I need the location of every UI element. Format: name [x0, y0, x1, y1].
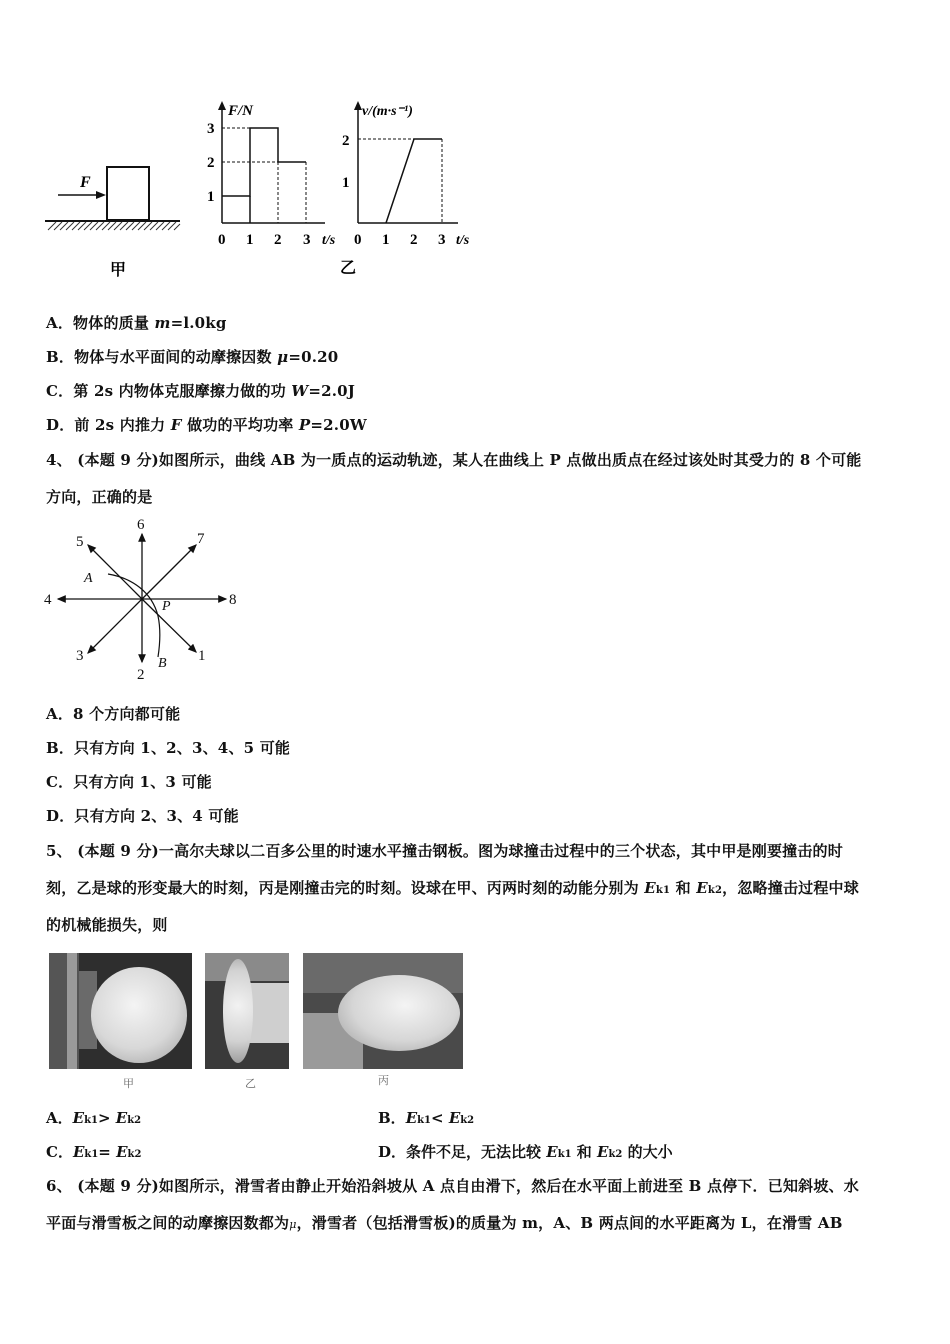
golf-photo-yi: [205, 953, 289, 1069]
q4-option-d: D．只有方向 2、3、4 可能: [46, 807, 239, 825]
f-tick-2: 2: [207, 155, 215, 171]
direction-label-1: 1: [198, 648, 206, 664]
v-xtick-0: 0: [354, 232, 362, 248]
v-tick-1: 1: [342, 175, 350, 191]
figure-force-block-graphs: [40, 95, 500, 285]
direction-label-6: 6: [137, 517, 145, 533]
v-xtick-1: 1: [382, 232, 390, 248]
q5-stem-line3: 的机械能损失，则: [46, 916, 168, 934]
trajectory-curve: [108, 574, 160, 657]
v-xtick-2: 2: [410, 232, 418, 248]
block-diagram: [45, 167, 180, 279]
q5-stem-line1: 5、 (本题 9 分)一高尔夫球以二百多公里的时速水平撞击钢板。图为球撞击过程中的三个状态，其中甲是刚要撞击的时: [46, 842, 843, 860]
direction-label-7: 7: [197, 531, 205, 547]
q4-stem-line2: 方向，正确的是: [46, 488, 153, 506]
q6-stem-line2: 平面与滑雪板之间的动摩擦因数都为μ，滑雪者（包括滑雪板)的质量为 m，A、B 两点间的水平距离为 L，在滑雪 AB: [46, 1214, 843, 1232]
caption-jia: 甲: [110, 262, 127, 279]
caption-yi: 乙: [340, 260, 357, 277]
q3-option-c: C．第 2s 内物体克服摩擦力做的功 W=2.0J: [46, 382, 356, 400]
q6-stem-line1: 6、 (本题 9 分)如图所示，滑雪者由静止开始沿斜坡从 A 点自由滑下，然后在水平面上前进至 B 点停下．已知斜坡、水: [46, 1177, 859, 1195]
f-xtick-3: 3: [303, 232, 311, 248]
direction-label-2: 2: [137, 667, 145, 683]
f-xtick-1: 1: [246, 232, 254, 248]
photo-caption-yi: 乙: [245, 1077, 256, 1090]
direction-arrow-5: [88, 545, 142, 599]
photo-caption-jia: 甲: [123, 1077, 134, 1090]
direction-label-8: 8: [229, 592, 237, 608]
f-axis-label: F/N: [228, 103, 254, 119]
point-label-a: A: [84, 571, 93, 586]
force-time-graph: [207, 101, 336, 248]
v-tick-2: 2: [342, 133, 350, 149]
q4-option-c: C．只有方向 1、3 可能: [46, 773, 212, 791]
velocity-time-graph: [340, 101, 470, 277]
f-xtick-2: 2: [274, 232, 282, 248]
q5-option-b: B．Ek1< Ek2: [378, 1109, 475, 1127]
direction-label-4: 4: [44, 592, 52, 608]
q4-option-b: B．只有方向 1、2、3、4、5 可能: [46, 739, 291, 757]
point-label-p: P: [162, 599, 171, 614]
v-line: [386, 139, 442, 223]
q5-option-c: C．Ek1= Ek2: [46, 1143, 142, 1161]
q3-option-b: B．物体与水平面间的动摩擦因数 μ=0.20: [46, 348, 339, 366]
direction-label-3: 3: [76, 648, 84, 664]
f-tick-3: 3: [207, 121, 215, 137]
q5-stem-line2: 刻，乙是球的形变最大的时刻，丙是刚撞击完的时刻。设球在甲、丙两时刻的动能分别为 Ek1 和 Ek2，忽略撞击过程中球: [46, 879, 859, 897]
f-tick-1: 1: [207, 189, 215, 205]
v-x-axis-label: t/s: [456, 233, 470, 248]
q5-option-a: A．Ek1> Ek2: [46, 1109, 142, 1127]
f-xtick-0: 0: [218, 232, 226, 248]
figure-force-directions: [40, 512, 250, 684]
photo-caption-bing: 丙: [378, 1074, 389, 1087]
golf-photo-jia: [49, 953, 192, 1069]
direction-label-5: 5: [76, 534, 84, 550]
q4-option-a: A．8 个方向都可能: [46, 705, 181, 723]
block: [107, 167, 149, 220]
q4-stem-line1: 4、 (本题 9 分)如图所示，曲线 AB 为一质点的运动轨迹，某人在曲线上 P 点做出质点在经过该处时其受力的 8 个可能: [46, 451, 862, 469]
force-label: F: [80, 174, 91, 191]
f-x-axis-label: t/s: [322, 233, 336, 248]
q5-option-d: D．条件不足，无法比较 Ek1 和 Ek2 的大小: [378, 1143, 673, 1161]
direction-arrow-7: [142, 545, 196, 599]
direction-arrow-3: [88, 599, 142, 653]
golf-photo-bing: [303, 953, 463, 1069]
v-xtick-3: 3: [438, 232, 446, 248]
q3-option-d: D．前 2s 内推力 F 做功的平均功率 P=2.0W: [46, 416, 367, 434]
v-axis-label: v/(m·s⁻¹): [362, 104, 413, 119]
point-label-b: B: [158, 656, 167, 671]
q3-option-a: A．物体的质量 m=l.0kg: [46, 314, 227, 332]
